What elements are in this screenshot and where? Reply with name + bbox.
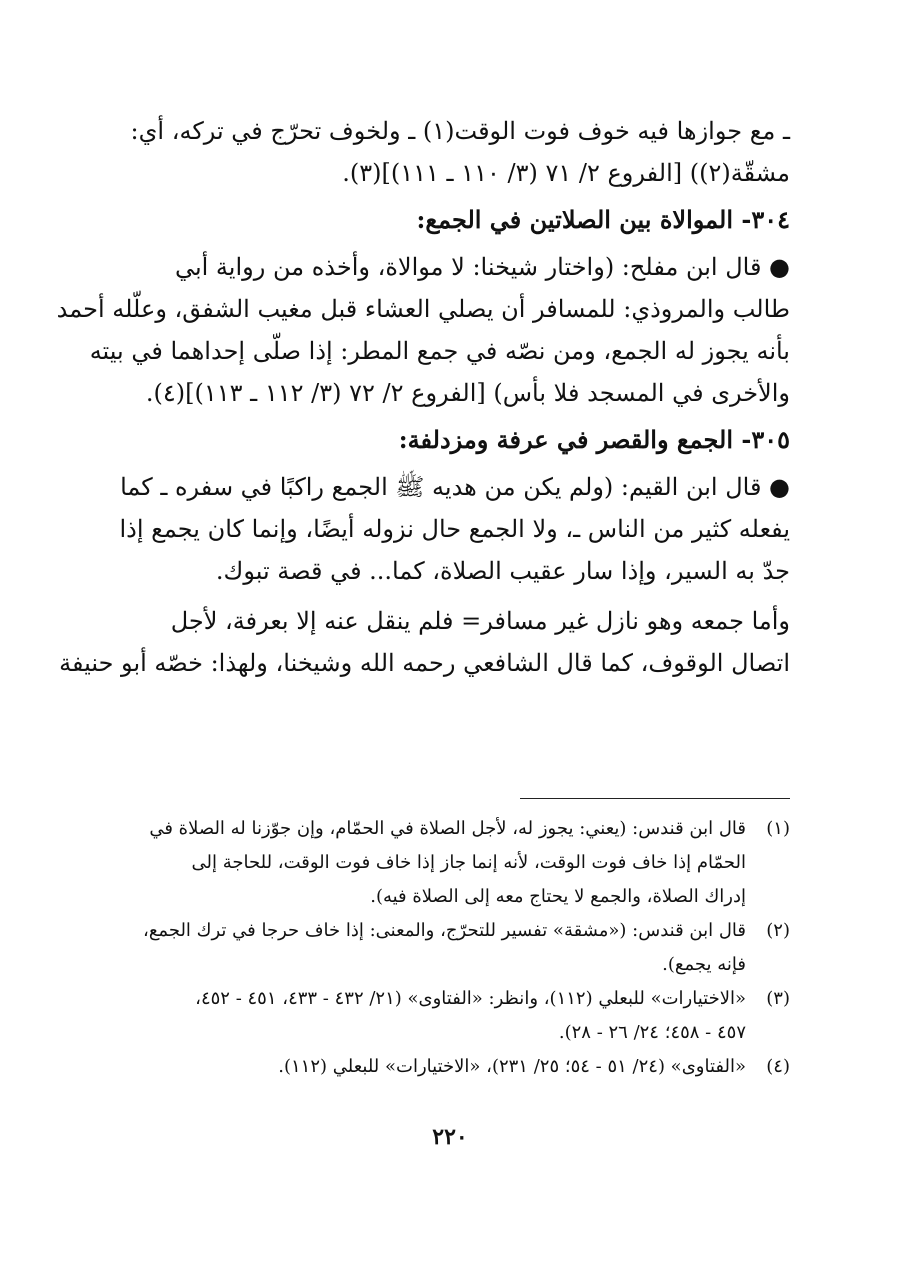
section-heading-305: ٣٠٥- الجمع والقصر في عرفة ومزدلفة: xyxy=(398,425,790,454)
footnote-text: «الفتاوى» (٢٤/ ٥١ - ٥٤؛ ٢٥/ ٢٣١)، «الاختيارات» للبعلي (١١٢). xyxy=(278,1056,746,1077)
body-line: ● قال ابن القيم: (ولم يكن من هديه ﷺ الجمع راكبًا في سفره ـ كما xyxy=(120,473,790,501)
footnote-number: (٣) xyxy=(766,988,790,1009)
body-line: ـ مع جوازها فيه خوف فوت الوقت(١) ـ ولخوف تحرّج في تركه، أي: xyxy=(130,117,790,145)
footnote-divider xyxy=(520,798,790,799)
footnote-line: ٤٥٧ - ٤٥٨؛ ٢٤/ ٢٦ - ٢٨). xyxy=(558,1022,746,1043)
footnote-line xyxy=(110,982,790,1016)
body-line: طالب والمروذي: للمسافر أن يصلي العشاء قبل مغيب الشفق، وعلّله أحمد xyxy=(56,295,790,323)
body-line: اتصال الوقوف، كما قال الشافعي رحمه الله وشيخنا، ولهذا: خصّه أبو حنيفة xyxy=(59,649,790,677)
main-text xyxy=(56,110,790,684)
body-line: مشقّة(٢)) [الفروع ٢/ ٧١ (٣/ ١١٠ ـ ١١١)](٣). xyxy=(342,159,790,187)
footnote-line xyxy=(110,1050,790,1084)
footnote-number: (١) xyxy=(766,818,790,839)
body-line: ● قال ابن مفلح: (واختار شيخنا: لا موالاة، وأخذه من رواية أبي xyxy=(174,253,790,281)
section-heading-304: ٣٠٤- الموالاة بين الصلاتين في الجمع: xyxy=(416,205,790,234)
footnotes xyxy=(110,812,790,1084)
footnote-text: «الاختيارات» للبعلي (١١٢)، وانظر: «الفتاوى» (٢١/ ٤٣٢ - ٤٣٣، ٤٥١ - ٤٥٢، xyxy=(195,988,746,1009)
footnote-line xyxy=(110,914,790,948)
body-line: والأخرى في المسجد فلا بأس) [الفروع ٢/ ٧٢ (٣/ ١١٢ ـ ١١٣)](٤). xyxy=(145,379,790,407)
body-line: جدّ به السير، وإذا سار عقيب الصلاة، كما... في قصة تبوك. xyxy=(215,557,790,585)
footnote-line: الحمّام إذا خاف فوت الوقت، لأنه إنما جاز إذا خاف فوت الوقت، للحاجة إلى xyxy=(191,852,746,873)
page-number: ٢٢٠ xyxy=(432,1124,468,1150)
body-line: يفعله كثير من الناس ـ، ولا الجمع حال نزوله أيضًا، وإنما كان يجمع إذا xyxy=(119,515,790,543)
footnote-line xyxy=(110,812,790,846)
footnote-text: قال ابن قندس: (يعني: يجوز له، لأجل الصلاة في الحمّام، وإن جوّزنا له الصلاة في xyxy=(149,818,746,839)
body-line: بأنه يجوز له الجمع، ومن نصّه في جمع المطر: إذا صلّى إحداهما في بيته xyxy=(89,337,790,365)
footnote-line: فإنه يجمع). xyxy=(662,954,746,975)
footnote-number: (٢) xyxy=(766,920,790,941)
body-line: وأما جمعه وهو نازل غير مسافر= فلم ينقل عنه إلا بعرفة، لأجل xyxy=(170,607,790,635)
footnote-line: إدراك الصلاة، والجمع لا يحتاج معه إلى الصلاة فيه). xyxy=(370,886,746,907)
footnote-text: قال ابن قندس: («مشقة» تفسير للتحرّج، والمعنى: إذا خاف حرجا في ترك الجمع، xyxy=(143,920,746,941)
footnote-number: (٤) xyxy=(766,1056,790,1077)
